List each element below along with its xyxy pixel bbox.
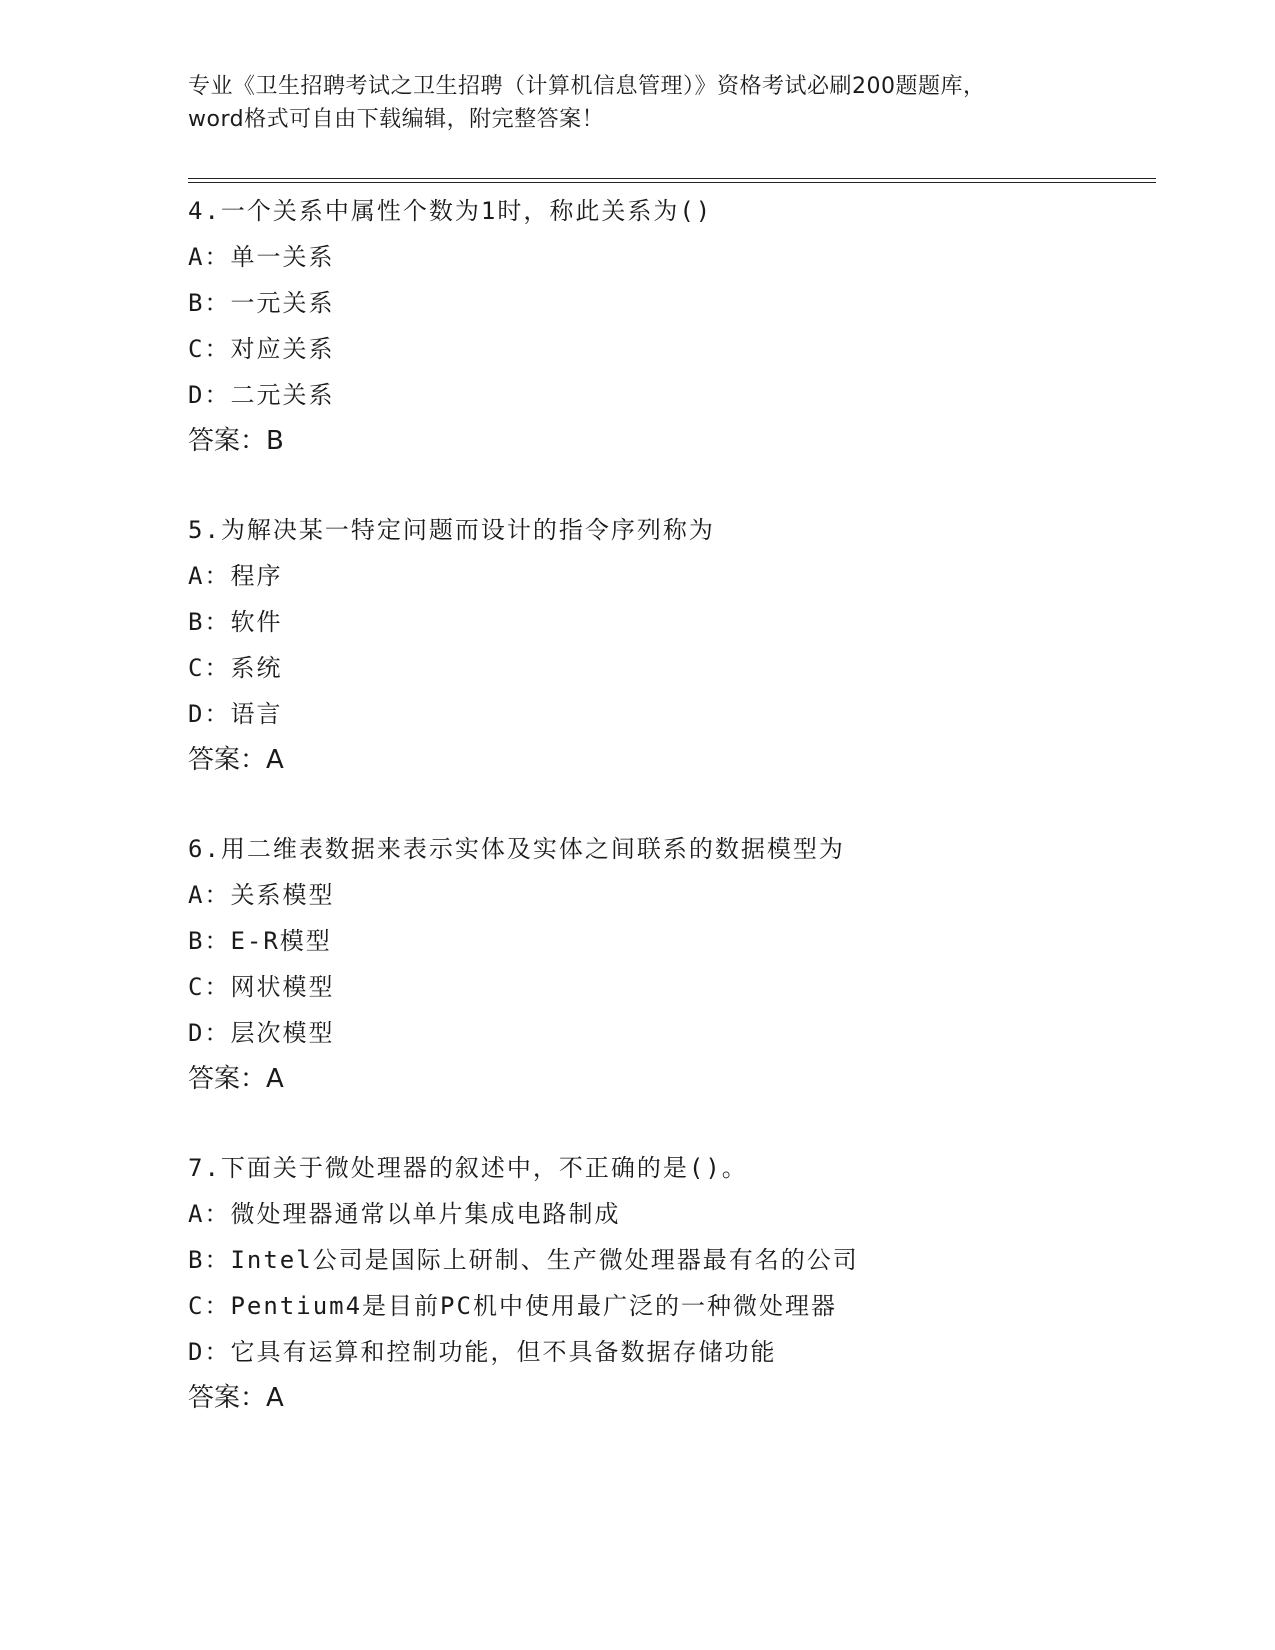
option-text: 一元关系 [230, 289, 335, 317]
option-c [188, 645, 1168, 691]
header-line-1: 专业《卫生招聘考试之卫生招聘（计算机信息管理）》资格考试必刷200题题库， [188, 74, 986, 99]
option-d [188, 1329, 1168, 1375]
option-a [188, 234, 1168, 280]
option-key: C： [188, 973, 231, 1001]
option-key: A： [188, 562, 231, 590]
question-6 [188, 826, 1168, 1102]
option-text: Pentium4是目前PC机中使用最广泛的一种微处理器 [230, 1292, 837, 1320]
option-key: B： [188, 1246, 231, 1274]
option-key: D： [188, 1019, 231, 1047]
option-text: Intel公司是国际上研制、生产微处理器最有名的公司 [230, 1246, 859, 1274]
option-key: D： [188, 700, 231, 728]
option-b [188, 918, 1168, 964]
option-b [188, 599, 1168, 645]
option-text: 系统 [230, 654, 283, 682]
option-key: B： [188, 608, 231, 636]
option-key: C： [188, 335, 231, 363]
option-text: 二元关系 [230, 381, 335, 409]
option-b [188, 1237, 1168, 1283]
option-key: A： [188, 881, 231, 909]
option-c [188, 964, 1168, 1010]
option-d [188, 691, 1168, 737]
option-text: 单一关系 [230, 243, 335, 271]
question-stem: 5.为解决某一特定问题而设计的指令序列称为 [188, 516, 715, 544]
answer: 答案：A [188, 1064, 284, 1094]
option-a [188, 872, 1168, 918]
document-header [188, 70, 1088, 136]
option-c [188, 326, 1168, 372]
question-stem: 7.下面关于微处理器的叙述中，不正确的是()。 [188, 1154, 748, 1182]
option-b [188, 280, 1168, 326]
option-key: A： [188, 1200, 231, 1228]
header-line-2: word格式可自由下载编辑，附完整答案！ [188, 107, 605, 132]
option-text: 关系模型 [230, 881, 335, 909]
option-text: 微处理器通常以单片集成电路制成 [230, 1200, 621, 1228]
option-text: 它具有运算和控制功能，但不具备数据存储功能 [230, 1338, 777, 1366]
option-text: E-R模型 [230, 927, 332, 955]
option-key: B： [188, 289, 231, 317]
option-text: 对应关系 [230, 335, 335, 363]
option-d [188, 1010, 1168, 1056]
option-key: D： [188, 1338, 231, 1366]
question-7 [188, 1145, 1168, 1421]
answer: 答案：A [188, 745, 284, 775]
option-text: 网状模型 [230, 973, 335, 1001]
option-text: 语言 [230, 700, 283, 728]
question-list [188, 188, 1168, 1464]
question-stem: 6.用二维表数据来表示实体及实体之间联系的数据模型为 [188, 835, 845, 863]
option-d [188, 372, 1168, 418]
option-key: C： [188, 1292, 231, 1320]
answer: 答案：A [188, 1383, 284, 1413]
option-text: 层次模型 [230, 1019, 335, 1047]
header-divider-top [188, 178, 1156, 179]
option-key: D： [188, 381, 231, 409]
option-text: 程序 [230, 562, 283, 590]
option-c [188, 1283, 1168, 1329]
option-a [188, 553, 1168, 599]
answer: 答案：B [188, 426, 284, 456]
option-key: C： [188, 654, 231, 682]
question-stem: 4.一个关系中属性个数为1时，称此关系为() [188, 197, 713, 225]
option-key: A： [188, 243, 231, 271]
option-a [188, 1191, 1168, 1237]
header-divider-bottom [188, 182, 1156, 183]
option-text: 软件 [230, 608, 283, 636]
option-key: B： [188, 927, 231, 955]
question-4 [188, 188, 1168, 464]
question-5 [188, 507, 1168, 783]
